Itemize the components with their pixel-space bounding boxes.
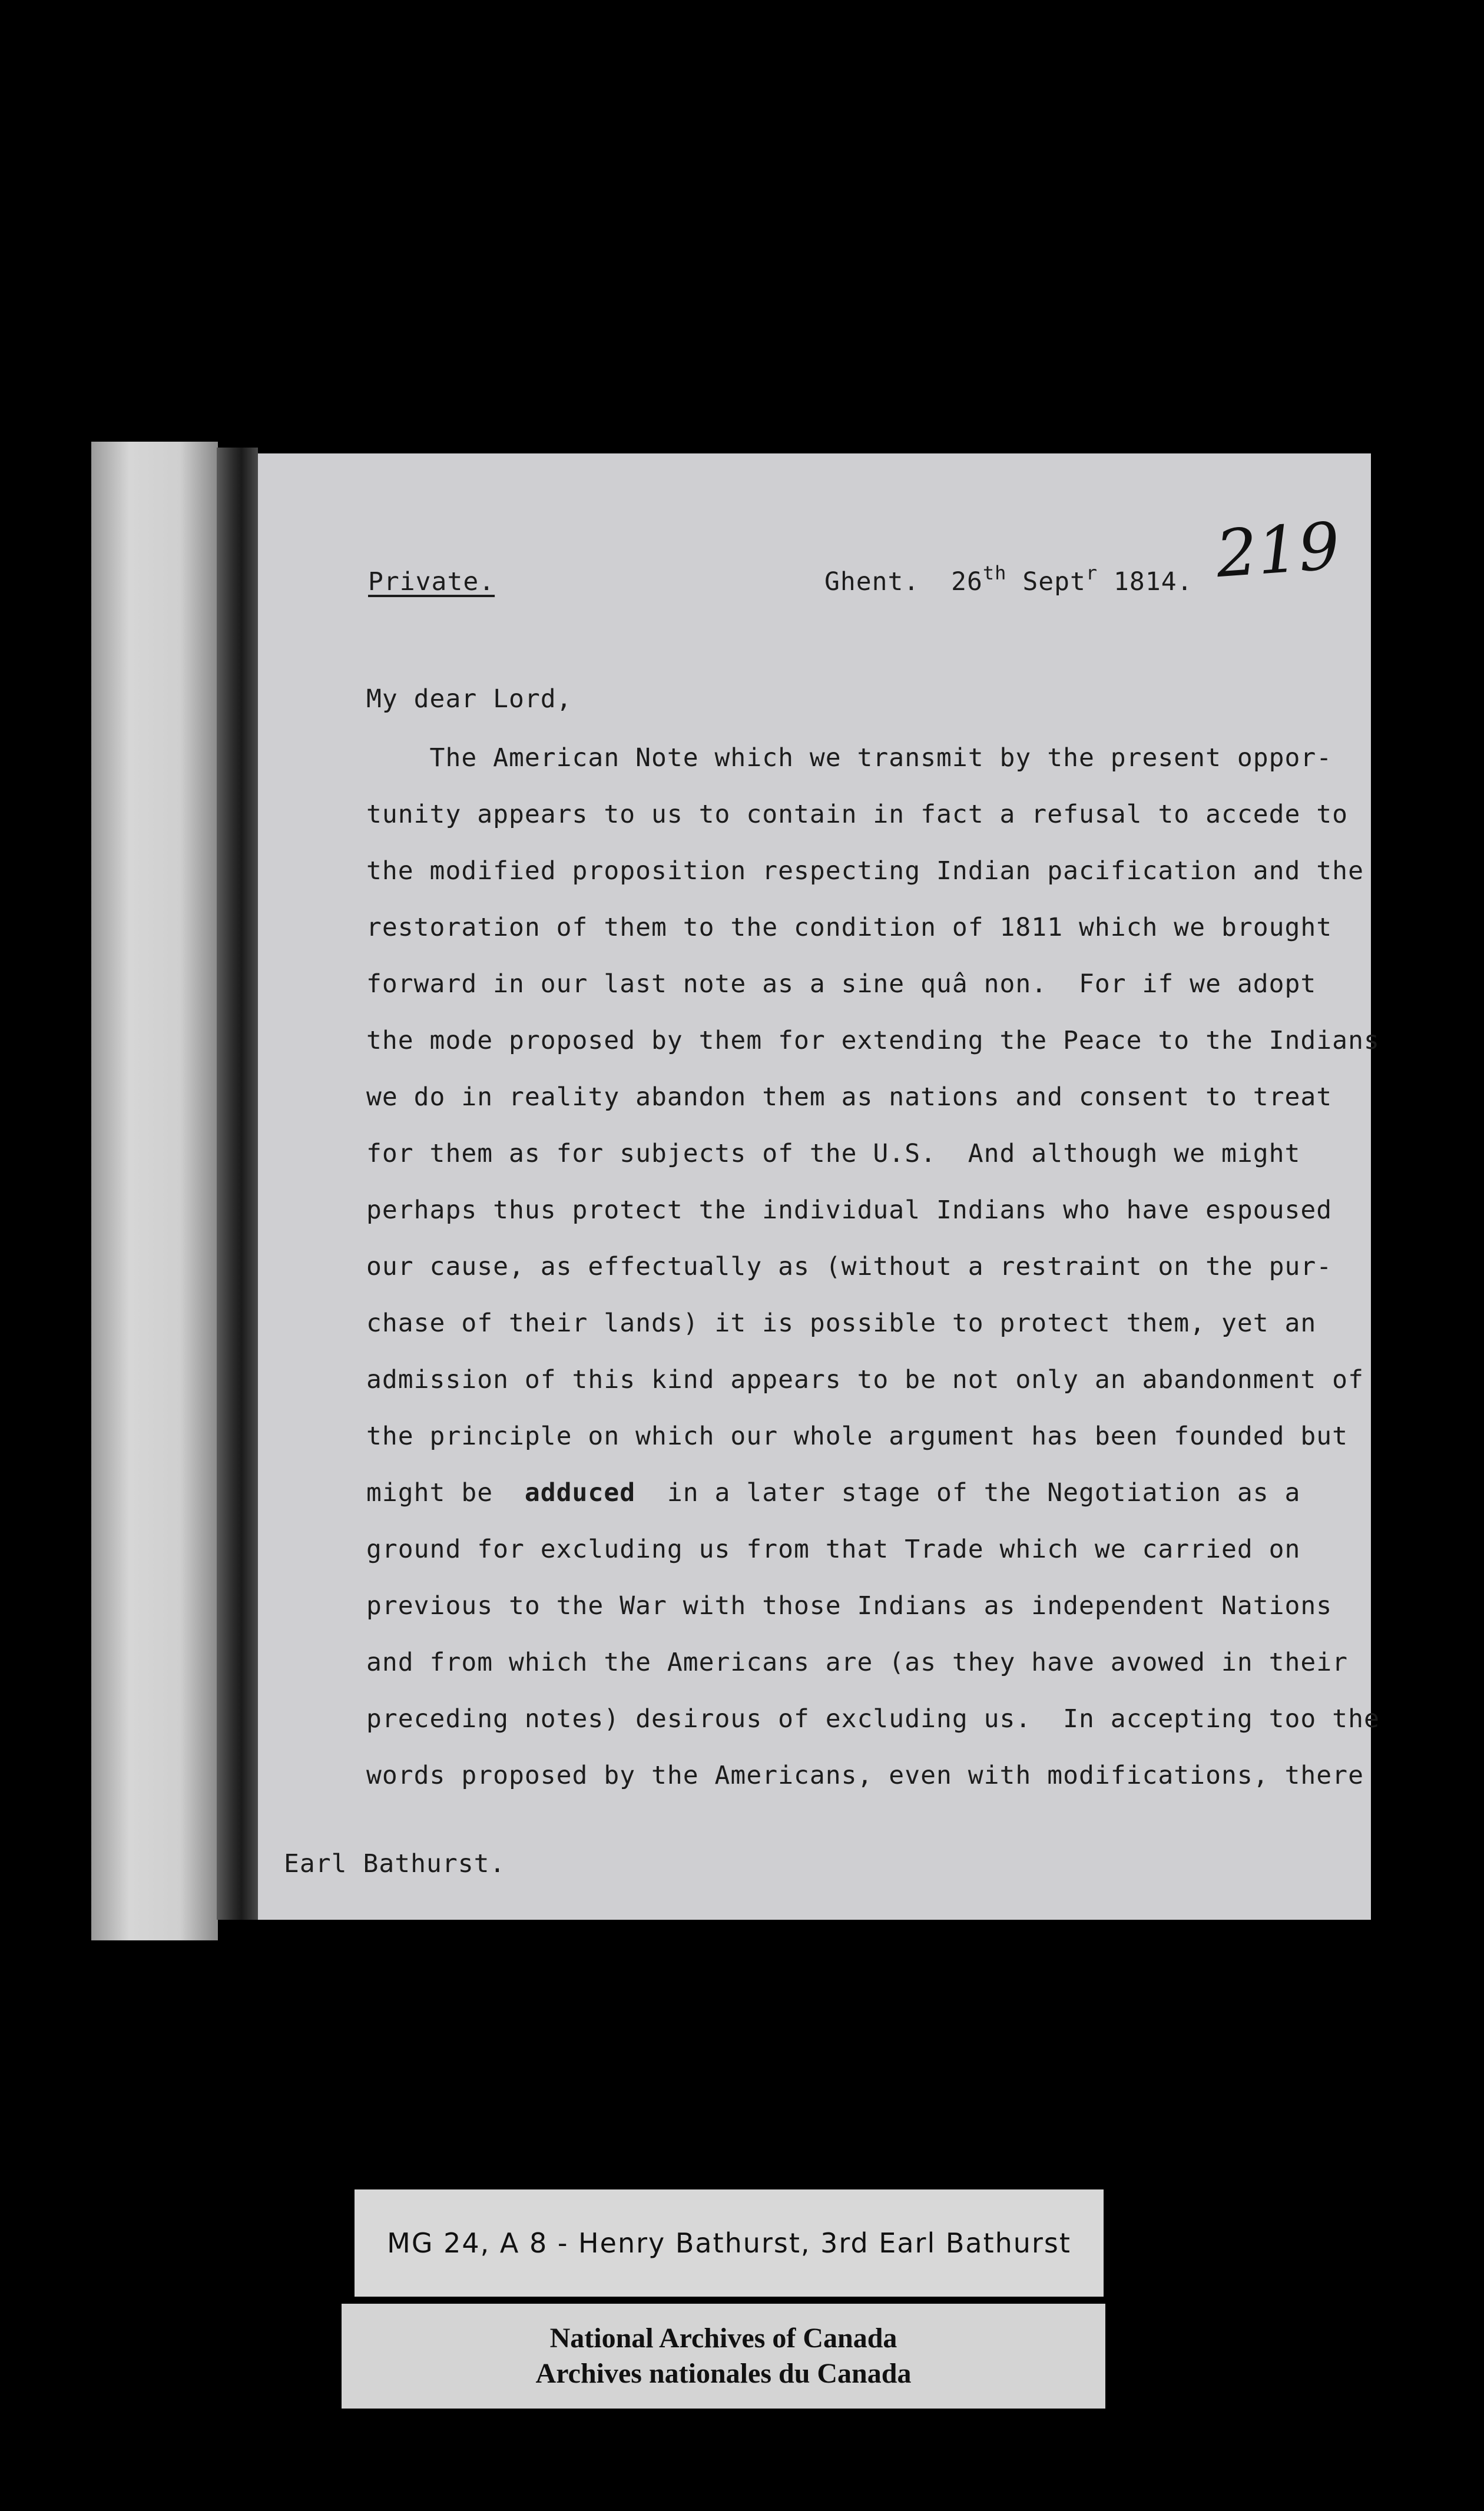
- body-line: previous to the War with those Indians as independent Nations: [366, 1591, 1333, 1621]
- archive-reference-label: MG 24, A 8 - Henry Bathurst, 3rd Earl Bathurst: [355, 2189, 1104, 2297]
- body-line: chase of their lands) it is possible to protect them, yet an: [366, 1308, 1317, 1338]
- body-line: our cause, as effectually as (without a restraint on the pur-: [366, 1252, 1333, 1281]
- body-line: the principle on which our whole argument has been founded but: [366, 1422, 1349, 1451]
- body-line-end: in a later stage of the Negotiation as a: [667, 1478, 1301, 1508]
- addressee: Earl Bathurst.: [284, 1849, 506, 1879]
- salutation: My dear Lord,: [366, 684, 572, 714]
- body-line: restoration of them to the condition of 1811 which we brought: [366, 913, 1333, 942]
- body-line: preceding notes) desirous of excluding us. In accepting too the: [366, 1704, 1380, 1734]
- body-line: ground for excluding us from that Trade which we carried on: [366, 1535, 1301, 1564]
- place: Ghent.: [824, 567, 920, 597]
- private-heading: Private.: [368, 567, 495, 597]
- body-line: the mode proposed by them for extending the Peace to the Indians: [366, 1026, 1380, 1055]
- body-line: perhaps thus protect the individual Indians who have espoused: [366, 1195, 1333, 1225]
- body-line: [366, 1478, 1300, 1508]
- body-line: we do in reality abandon them as nations and consent to treat: [366, 1082, 1333, 1112]
- folio-number: 219: [1213, 508, 1343, 592]
- body-line: and from which the Americans are (as they have avowed in their: [366, 1648, 1349, 1677]
- inserted-word: adduced: [524, 1478, 636, 1508]
- body-line: admission of this kind appears to be not only an abandonment of: [366, 1365, 1364, 1394]
- body-line: tunity appears to us to contain in fact a refusal to accede to: [366, 800, 1349, 829]
- date-line: [824, 562, 1193, 597]
- institution-english: National Archives of Canada: [549, 2323, 897, 2354]
- letter-page: [258, 453, 1371, 1920]
- day: 26: [951, 567, 983, 597]
- body-line-start: might be: [366, 1478, 493, 1508]
- archive-institution-label: [342, 2304, 1105, 2409]
- book-binding: [217, 448, 258, 1920]
- year: 1814.: [1114, 567, 1193, 597]
- month-suffix: r: [1085, 562, 1098, 584]
- institution-french: Archives nationales du Canada: [535, 2358, 912, 2389]
- month: Sept: [1022, 567, 1086, 597]
- body-line: forward in our last note as a sine quâ non. For if we adopt: [366, 969, 1317, 999]
- left-page-edge: [91, 442, 218, 1940]
- body-line: The American Note which we transmit by the present oppor-: [366, 743, 1333, 773]
- day-suffix: th: [982, 562, 1007, 584]
- body-line: the modified proposition respecting Indian pacification and the: [366, 856, 1364, 886]
- body-line: words proposed by the Americans, even with modifications, there: [366, 1761, 1364, 1790]
- body-line: for them as for subjects of the U.S. And although we might: [366, 1139, 1301, 1168]
